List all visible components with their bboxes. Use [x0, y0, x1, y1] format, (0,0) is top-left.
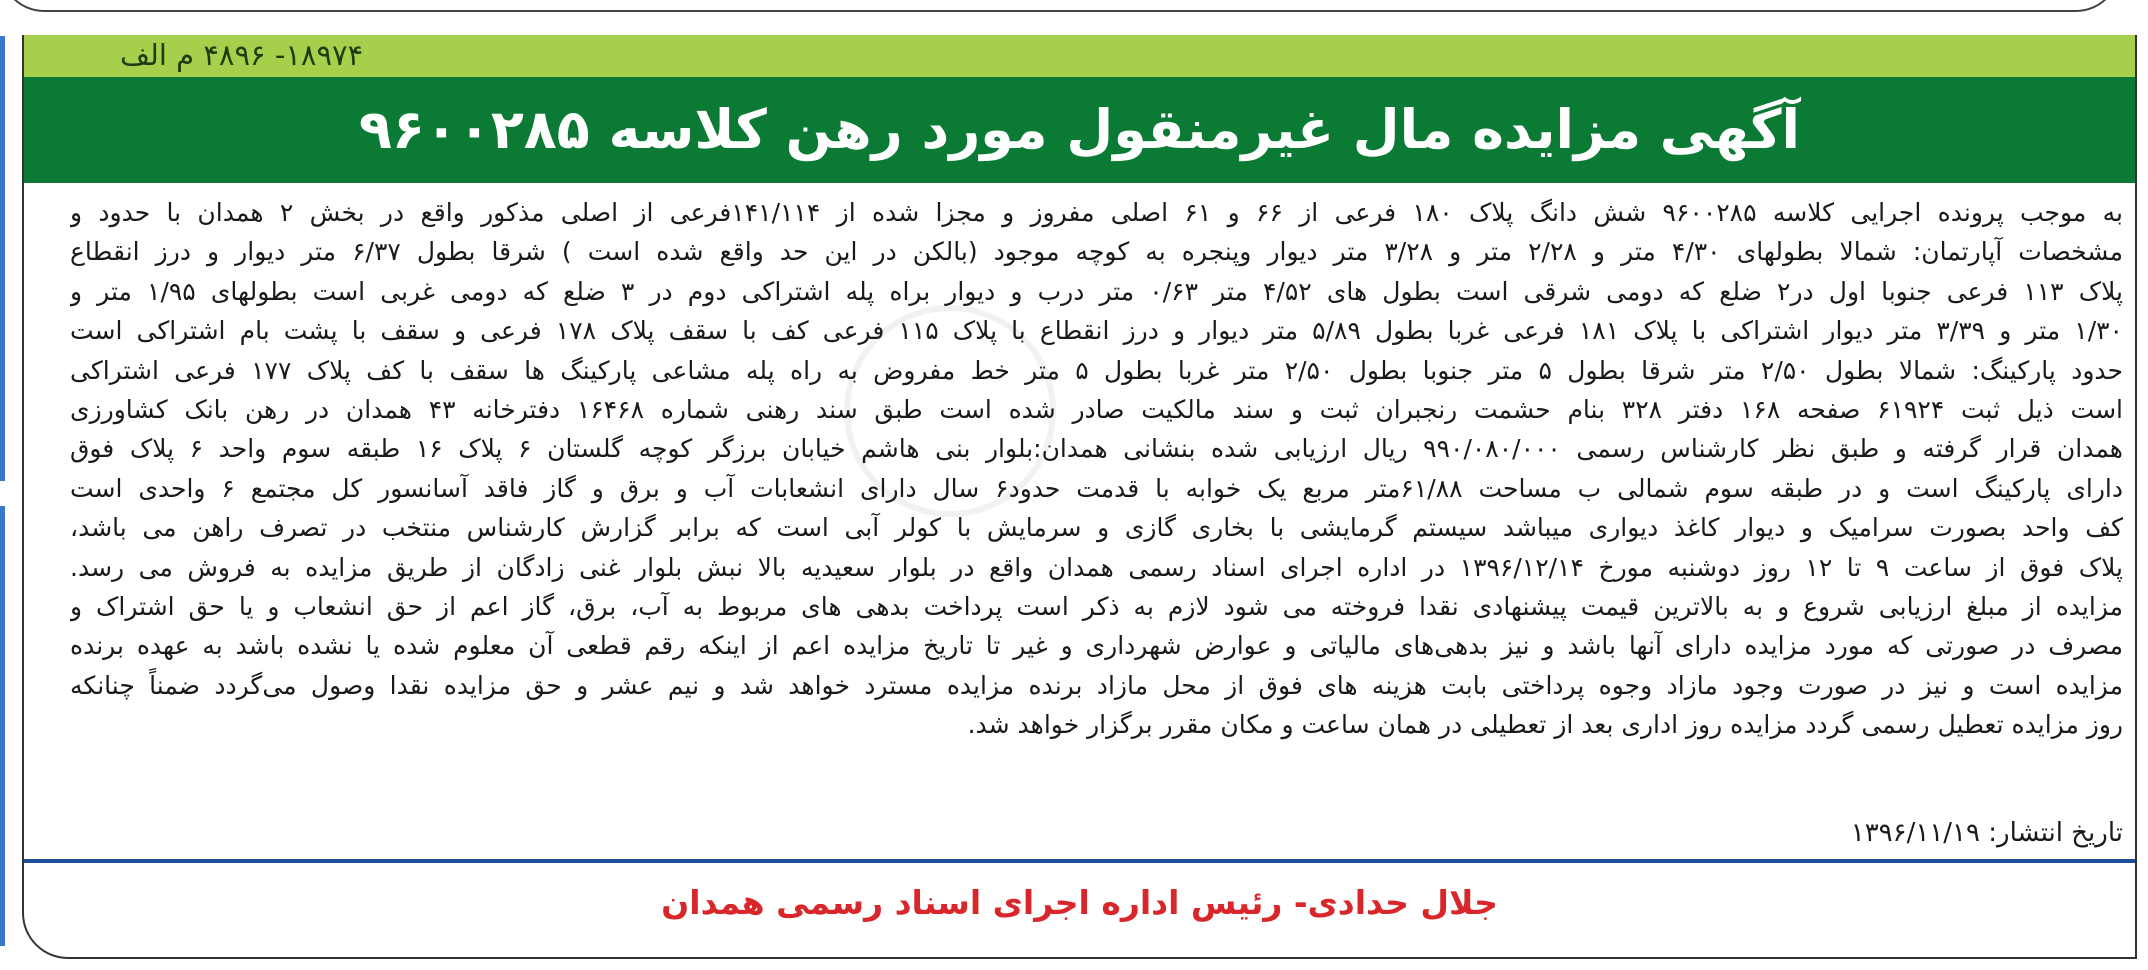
announcement-card [22, 35, 2137, 959]
left-margin-mark [0, 36, 5, 481]
top-frame-border [0, 0, 2120, 12]
announcement-title: آگهی مزایده مال غیرمنقول مورد رهن کلاسه ۹۶۰۰۲۸۵ [359, 98, 1800, 161]
body-line: روز مزایده تعطیل رسمی گردد مزایده روز اداری بعد از تعطیلی در همان ساعت و مکان مقرر برگزار خواهد شد. [967, 710, 2123, 740]
publication-date: تاریخ انتشار: ۱۳۹۶/۱۱/۱۹ [1850, 818, 2123, 848]
left-margin-mark [0, 506, 5, 946]
body-line: مزایده است و نیز در صورت وجود مازاد وجوه پرداختی بابت هزینه های فوق از محل مازاد برنده مزایده مسترد خواهد شد و نیم عشر و حق مزایده نقدا وصول می‌گردد ضمناً چنانکه [70, 670, 2123, 700]
body-line: است ذیل ثبت ۶۱۹۲۴ صفحه ۱۶۸ دفتر ۳۲۸ بنام حشمت رنجبران ثبت و سند مالکیت صادر شده است طبق سند رهنی شماره ۱۶۴۶۸ دفترخانه ۴۳ همدان در رهن بانک کشاورزی [70, 395, 2123, 425]
reference-code: ۱۸۹۷۴- ۴۸۹۶ م الف [120, 38, 364, 72]
body-line: پلاک فوق از ساعت ۹ تا ۱۲ روز دوشنبه مورخ ۱۳۹۶/۱۲/۱۴ در اداره اجرای اسناد رسمی همدان واقع در بلوار سعیدیه بالا نبش بلوار غنی زادگان از طریق مزایده به فروش می رسد. [70, 552, 2123, 582]
body-line: مزایده از مبلغ ارزیابی شروع و به بالاترین قیمت پیشنهادی نقدا فروخته می شود لازم به ذکر است پرداخت بدهی های مربوط به آب، برق، گاز اعم از حق انشعاب و یا حق اشتراک و [70, 592, 2123, 622]
announcement-body [70, 193, 2123, 745]
body-line: همدان قرار گرفته و طبق نظر کارشناس رسمی ۹۹۰/۰۸۰/۰۰۰ ریال ارزیابی شده بنشانی همدان:بلوار بنی هاشم خیابان برزگر کوچه گلستان ۶ پلاک ۱۶ طبقه سوم واحد ۶ پلاک فوق [70, 434, 2123, 464]
signature-line: جلال حدادی- رئیس اداره اجرای اسناد رسمی همدان [661, 883, 1498, 922]
body-line: دارای پارکینگ است و در طبقه سوم شمالی ب مساحت ۶۱/۸۸متر مربع یک خوابه با قدمت حدود۶ سال دارای انشعابات آب و برق و گاز فاقد آسانسور کل مجتمع ۶ واحدی است [70, 473, 2123, 503]
header-bar-dark [24, 77, 2135, 183]
body-line: حدود پارکینگ: شمالا بطول ۲/۵۰ متر شرقا بطول ۵ متر جنوبا بطول ۲/۵۰ متر غربا بطول ۵ متر خط مفروض به راه پله مشاعی پارکینگ ها سقف با کف پلاک ۱۷۷ فرعی اشتراکی [70, 355, 2123, 385]
body-line: مصرف در صورتی که مورد مزایده دارای آنها باشد و نیز بدهی‌های مالیاتی و عوارض شهرداری و غیر تا تاریخ مزایده اعم از اینکه رقم قطعی آن معلوم شده یا نشده باشد به عهده برنده [70, 631, 2123, 661]
body-line: پلاک ۱۱۳ فرعی جنوبا اول در۲ ضلع که دومی شرقی است بطول های ۴/۵۲ متر ۰/۶۳ متر درب و دیوار براه پله اشتراکی دوم در ۳ ضلع که دومی غربی است بطولهای ۱/۹۵ متر و [70, 276, 2123, 306]
footer-separator [24, 859, 2135, 863]
body-line: ۱/۳۰ متر و ۳/۳۹ متر دیوار اشتراکی با پلاک ۱۸۱ فرعی غربا بطول ۵/۸۹ متر دیوار و درز انقطاع با پلاک ۱۱۵ فرعی کف با سقف پلاک ۱۷۸ فرعی و سقف با پشت بام اشتراکی است [70, 316, 2123, 346]
body-line: به موجب پرونده اجرایی کلاسه ۹۶۰۰۲۸۵ شش دانگ پلاک ۱۸۰ فرعی از ۶۶ و ۶۱ اصلی مفروز و مجزا شده از ۱۴۱/۱۱۴فرعی از اصلی مذکور واقع در بخش ۲ همدان با حدود و [70, 198, 2123, 227]
body-line: کف واحد بصورت سرامیک و دیوار کاغذ دیواری میباشد سیستم گرمایشی با بخاری گازی و سرمایش با کولر آبی است که برابر گزارش کارشناس منتخب در تصرف راهن می باشد، [70, 513, 2123, 543]
body-line: مشخصات آپارتمان: شمالا بطولهای ۴/۳۰ متر و ۲/۲۸ متر و ۳/۲۸ متر دیوار وپنجره به کوچه موجود (بالکن در این حد واقع شده است ) شرقا بطول ۶/۳۷ متر دیوار و درز انقطاع [70, 237, 2123, 267]
header-bar-light [24, 35, 2135, 77]
